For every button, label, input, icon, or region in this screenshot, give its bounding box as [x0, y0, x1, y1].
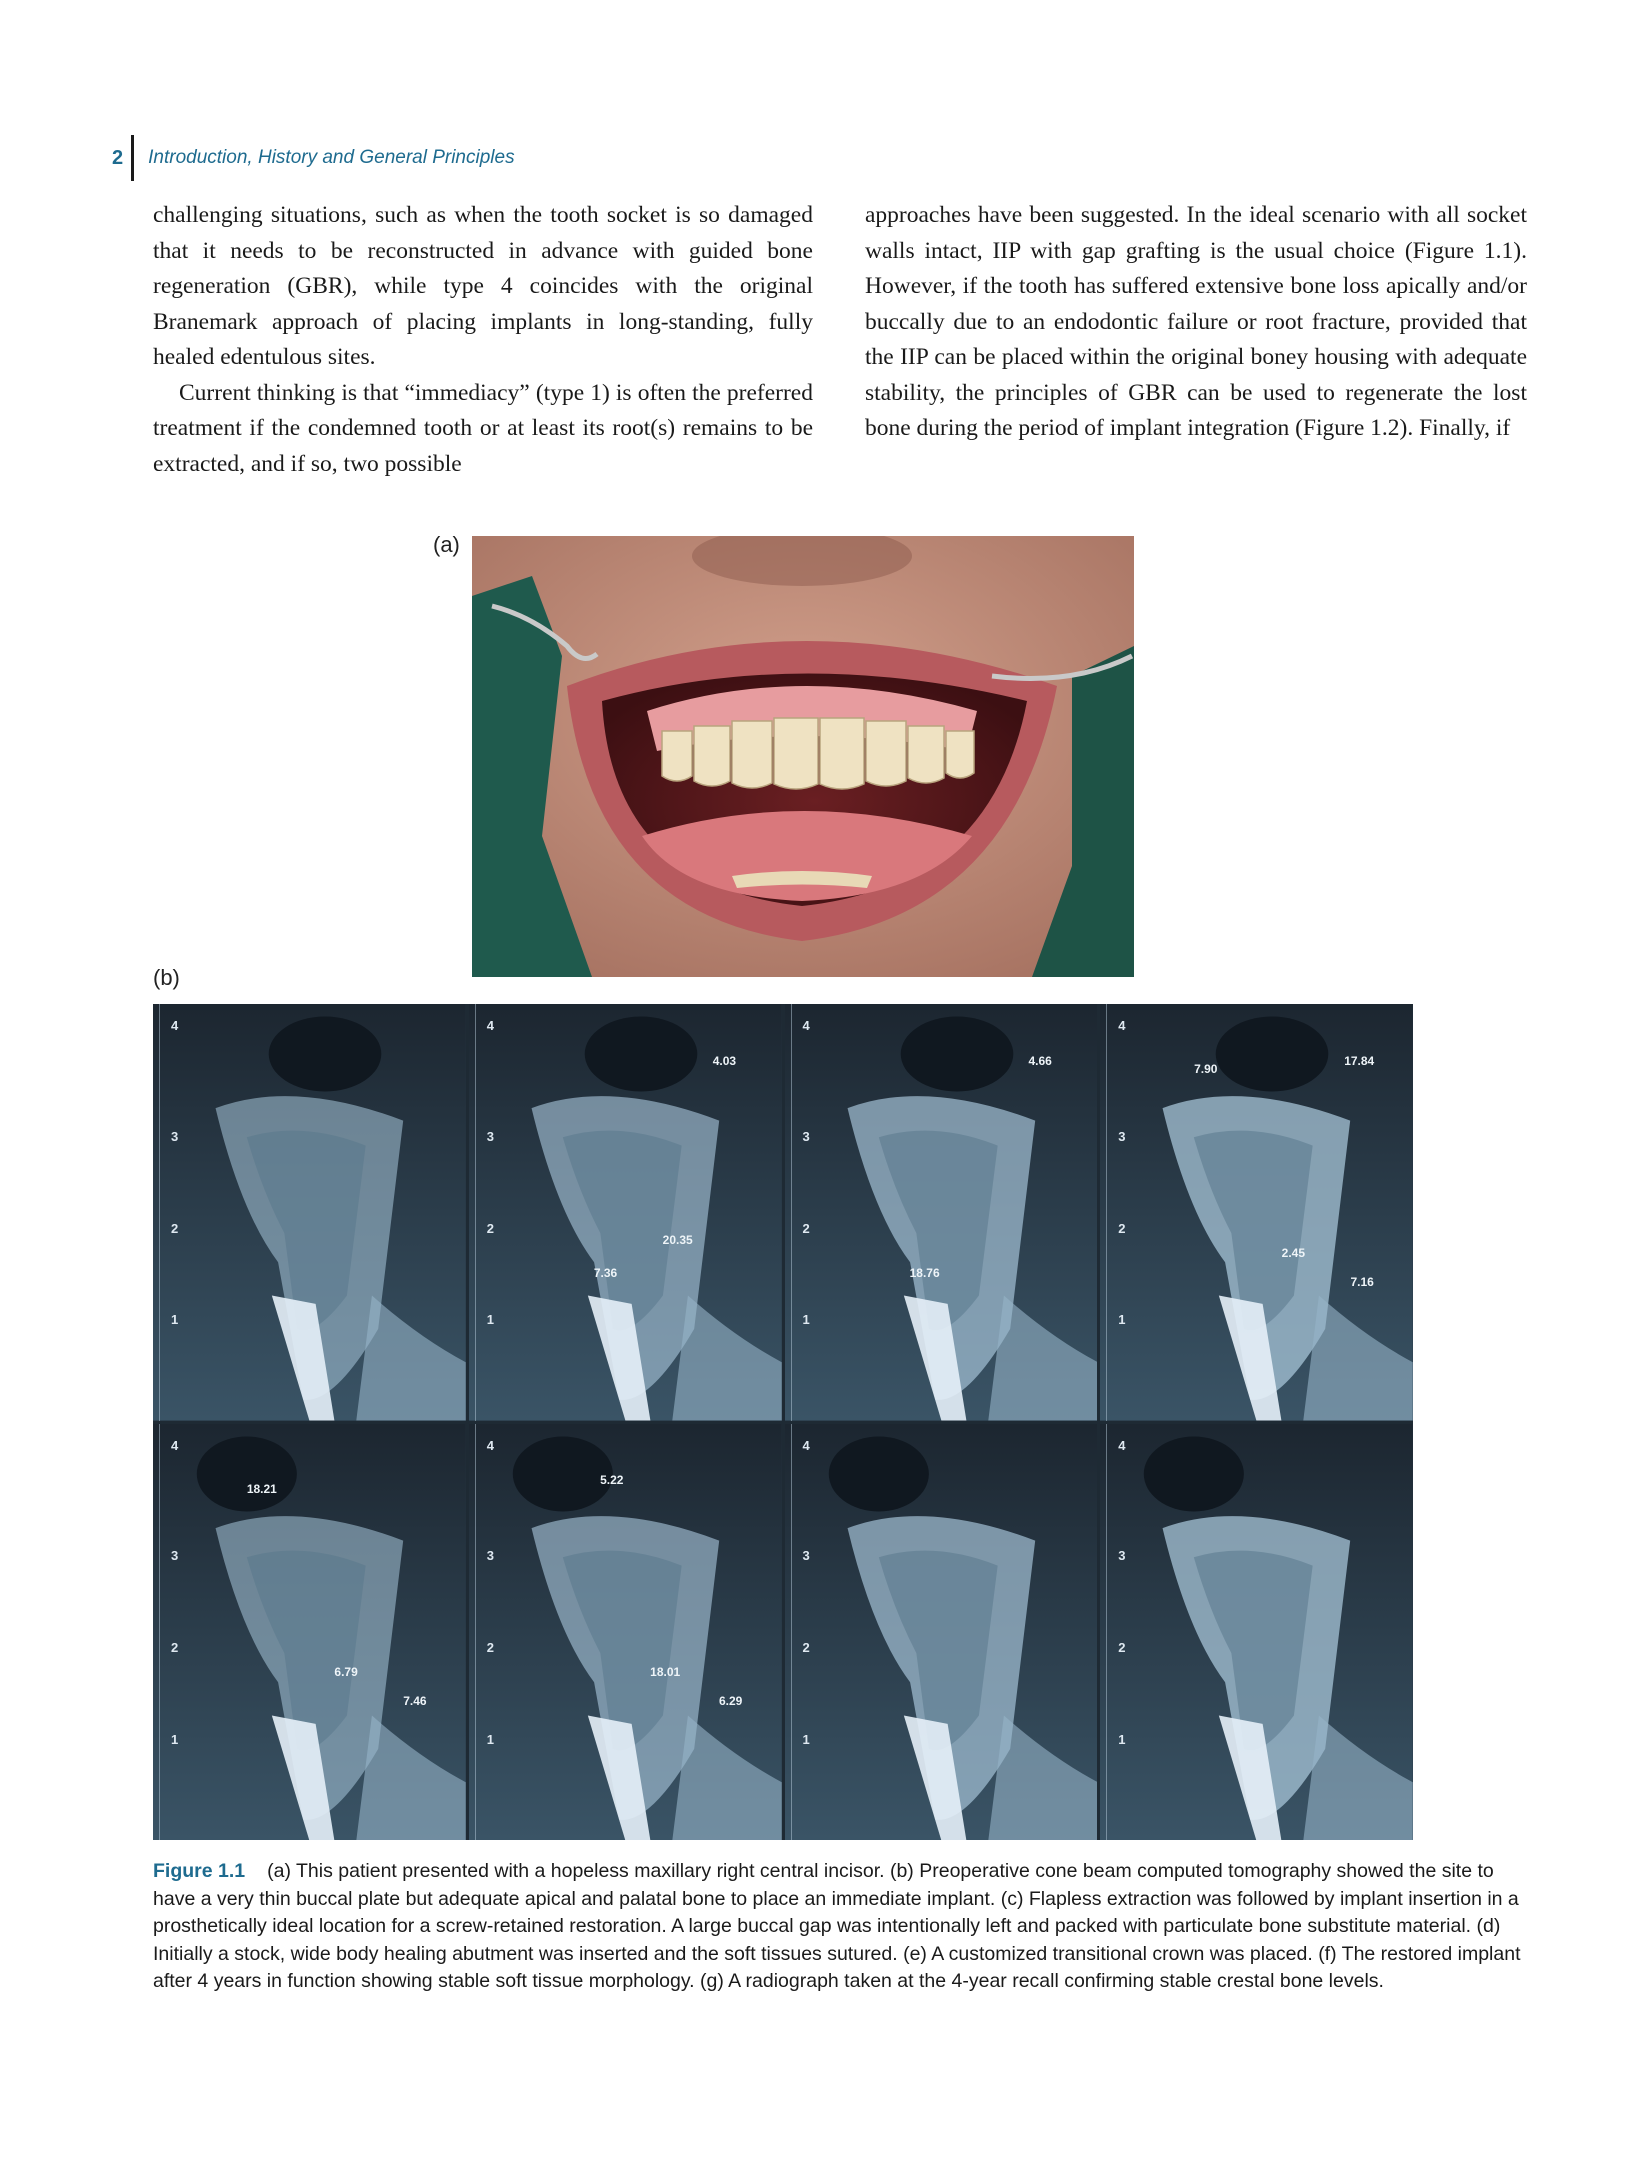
page-number: 2	[112, 146, 124, 169]
scale-tick: 4	[1118, 1018, 1126, 1033]
scale-tick: 1	[1118, 1731, 1126, 1747]
cbct-scan-slice	[1100, 1004, 1413, 1421]
smile-illustration	[472, 536, 1134, 977]
measurement-label: 2.45	[1281, 1245, 1305, 1260]
running-head	[112, 134, 515, 182]
scale-ruler	[791, 1424, 792, 1841]
cbct-scan-slice	[153, 1004, 466, 1421]
cbct-scan-slice	[469, 1004, 782, 1421]
paragraph: approaches have been suggested. In the ideal scenario with all socket walls intact, IIP with gap grafting is the usual choice (Figure 1.1). However, if the tooth has suffered extensive bone loss apically and/or buccally due to an endodontic failure or root fracture, provided that the IIP can be placed within the original boney housing with adequate stability, the principles of GBR can be used to regenerate the lost bone during the period of implant integration (Figure 1.2). Finally, if	[865, 202, 1527, 441]
measurement-label: 4.66	[1028, 1053, 1052, 1068]
measurement-label: 18.21	[246, 1481, 277, 1496]
scale-ruler	[475, 1424, 476, 1841]
cbct-scan-grid	[153, 1004, 1413, 1840]
measurement-label: 17.84	[1344, 1053, 1375, 1068]
cbct-slice-image	[1100, 1424, 1413, 1841]
scale-tick: 3	[486, 1548, 494, 1564]
scale-tick: 1	[802, 1731, 810, 1747]
cbct-slice-image	[785, 1424, 1098, 1841]
scale-tick: 3	[1118, 1548, 1126, 1564]
panel-label-b: (b)	[153, 965, 180, 990]
measurement-label: 6.29	[718, 1694, 743, 1709]
scale-ruler	[1106, 1424, 1107, 1841]
cbct-scan-slice	[785, 1424, 1098, 1841]
scale-tick: 2	[1118, 1640, 1126, 1656]
measurement-label: 7.16	[1350, 1274, 1374, 1289]
scale-tick: 2	[486, 1640, 494, 1656]
cbct-slice-image	[153, 1004, 466, 1421]
text-column-left	[153, 198, 813, 482]
scale-tick: 4	[802, 1018, 810, 1033]
figure-label: Figure 1.1	[153, 1860, 246, 1882]
paragraph: challenging situations, such as when the tooth socket is so damaged that it needs to be reconstructed in advance with guided bone regeneration (GBR), while type 4 coincides with the original Branemark approach of placing implants in long-standing, fully healed edentulous sites.	[153, 202, 813, 370]
scale-tick: 4	[486, 1018, 494, 1033]
paragraph: Current thinking is that “immediacy” (type 1) is often the preferred treatment if the condemned tooth or at least its root(s) remains to be extracted, and if so, two possible	[153, 379, 813, 477]
clinical-photo-smile	[472, 536, 1134, 977]
scale-ruler	[159, 1424, 160, 1841]
scale-tick: 2	[486, 1220, 494, 1236]
scale-tick: 4	[171, 1437, 179, 1453]
scale-tick: 4	[486, 1437, 494, 1453]
cbct-scan-slice	[1100, 1424, 1413, 1841]
scale-tick: 3	[802, 1548, 810, 1564]
scale-tick: 4	[802, 1437, 810, 1453]
scale-tick: 1	[486, 1312, 494, 1328]
scale-ruler	[1106, 1004, 1107, 1421]
scale-tick: 4	[171, 1018, 179, 1033]
caption-text: (a) This patient presented with a hopeless maxillary right central incisor. (b) Preoperative cone beam computed tomography showed the site to have a very thin buccal plate but adequate apical and palatal bone to place an immediate implant. (c) Flapless extraction was followed by implant insertion in a prosthetically ideal location for a screw-retained restoration. A large buccal gap was intentionally left and packed with particulate bone substitute material. (d) Initially a stock, wide body healing abutment was inserted and the soft tissues sutured. (e) A customized transitional crown was placed. (f) The restored implant after 4 years in function showing stable soft tissue morphology. (g) A radiograph taken at the 4-year recall confirming stable crestal bone levels.	[153, 1860, 1521, 1992]
measurement-label: 7.46	[403, 1694, 427, 1709]
scale-tick: 4	[1118, 1437, 1126, 1453]
scale-tick: 1	[171, 1731, 179, 1747]
scale-tick: 1	[802, 1312, 810, 1328]
cbct-slice-image	[469, 1424, 782, 1841]
scale-tick: 3	[171, 1548, 179, 1564]
measurement-label: 18.76	[909, 1266, 940, 1281]
scale-tick: 2	[1118, 1220, 1126, 1236]
scale-tick: 1	[1118, 1312, 1126, 1328]
measurement-label: 18.01	[650, 1665, 681, 1680]
measurement-label: 7.90	[1194, 1062, 1218, 1077]
cbct-scan-slice	[785, 1004, 1098, 1421]
scale-tick: 3	[1118, 1128, 1126, 1144]
measurement-label: 6.79	[334, 1665, 358, 1680]
cbct-scan-slice	[153, 1424, 466, 1841]
scale-tick: 2	[171, 1220, 179, 1236]
panel-label-a: (a)	[433, 532, 460, 557]
scale-tick: 2	[171, 1640, 179, 1656]
measurement-label: 4.03	[712, 1053, 737, 1068]
measurement-label: 7.36	[593, 1266, 618, 1281]
scale-tick: 3	[171, 1128, 179, 1144]
scale-tick: 2	[802, 1220, 810, 1236]
cbct-slice-image	[153, 1424, 466, 1841]
scale-ruler	[475, 1004, 476, 1421]
text-column-right	[865, 198, 1527, 447]
scale-tick: 2	[802, 1640, 810, 1656]
scale-ruler	[159, 1004, 160, 1421]
measurement-label: 5.22	[600, 1473, 624, 1488]
scale-tick: 3	[486, 1128, 494, 1144]
running-title: Introduction, History and General Principles	[148, 147, 515, 168]
scale-tick: 1	[171, 1312, 179, 1328]
figure-caption	[153, 1858, 1531, 1996]
cbct-scan-slice	[469, 1424, 782, 1841]
header-divider	[131, 135, 134, 181]
measurement-label: 20.35	[662, 1233, 693, 1248]
scale-tick: 3	[802, 1128, 810, 1144]
scale-tick: 1	[486, 1731, 494, 1747]
scale-ruler	[791, 1004, 792, 1421]
